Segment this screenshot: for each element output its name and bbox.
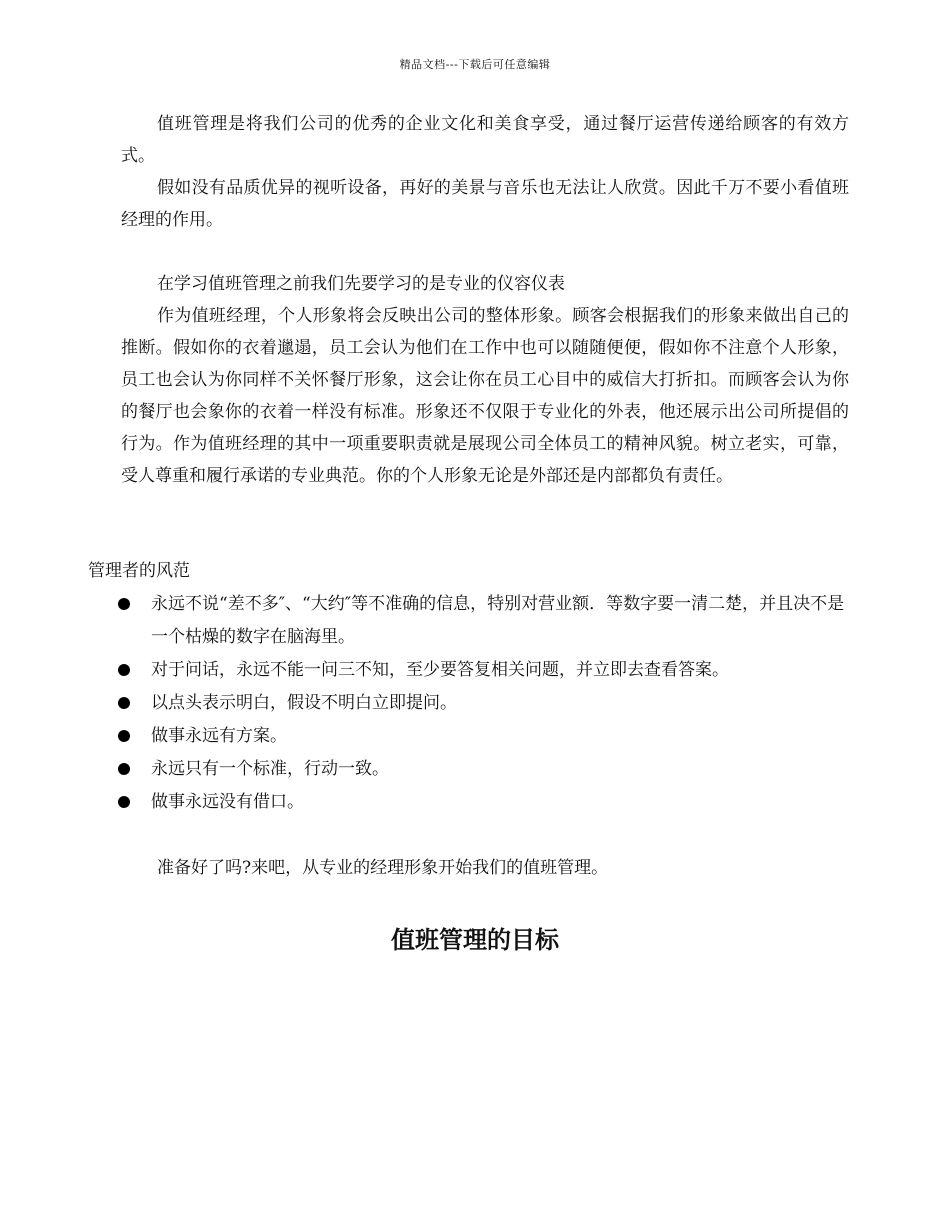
bullet-text: 做事永远没有借口。 xyxy=(151,792,304,812)
bullet-icon xyxy=(118,796,130,808)
bullet-icon xyxy=(118,664,130,676)
closing-text: 准备好了吗?来吧，从专业的经理形象开始我们的值班管理。 xyxy=(157,858,609,878)
list-item xyxy=(118,687,858,720)
bullet-icon xyxy=(118,697,130,709)
list-item xyxy=(118,654,858,687)
bullet-text: 对于问话，永远不能一问三不知，至少要答复相关问题，并立即去查看答案。 xyxy=(151,660,729,680)
bullet-list xyxy=(118,588,858,819)
bullet-text: 做事永远有方案。 xyxy=(151,726,287,746)
bullet-text: 永远不说“差不多″、“大约″等不准确的信息，特别对营业额．等数字要一清二楚，并且决不是一个枯燥的数字在脑海里。 xyxy=(151,594,845,647)
list-item xyxy=(118,720,858,753)
list-item xyxy=(118,786,858,819)
list-item xyxy=(118,588,858,654)
list-item xyxy=(118,753,858,786)
section-label: 管理者的风范 xyxy=(88,561,190,581)
paragraph-appearance-intro: 在学习值班管理之前我们先要学习的是专业的仪容仪表 xyxy=(157,274,565,294)
bullet-text: 以点头表示明白，假设不明白立即提问。 xyxy=(151,693,457,713)
paragraph-equipment: 假如没有品质优异的视听设备，再好的美景与音乐也无法让人欣赏。因此千万不要小看值班经理的作用。 xyxy=(121,178,849,230)
bullet-icon xyxy=(118,598,130,610)
section-heading: 值班管理的目标 xyxy=(391,926,559,954)
bullet-text: 永远只有一个标准，行动一致。 xyxy=(151,759,389,779)
bullet-icon xyxy=(118,763,130,775)
bullet-icon xyxy=(118,730,130,742)
paragraph-image: 作为值班经理，个人形象将会反映出公司的整体形象。顾客会根据我们的形象来做出自己的推断。假如你的衣着邋遢，员工会认为他们在工作中也可以随随便便，假如你不注意个人形象，员工也会认为你同样不关怀餐厅形象，这会让你在员工心目中的威信大打折扣。而顾客会认为你的餐厅也会象你的衣着一样没有标准。形象还不仅限于专业化的外表，他还展示出公司所提倡的行为。作为值班经理的其中一项重要职责就是展现公司全体员工的精神风貌。树立老实，可靠，受人尊重和履行承诺的专业典范。你的个人形象无论是外部还是内部都负有责任。 xyxy=(121,306,849,486)
page-header: 精品文档---下载后可任意编辑 xyxy=(399,58,551,71)
paragraph-intro: 值班管理是将我们公司的优秀的企业文化和美食享受，通过餐厅运营传递给顾客的有效方式。 xyxy=(121,114,849,166)
